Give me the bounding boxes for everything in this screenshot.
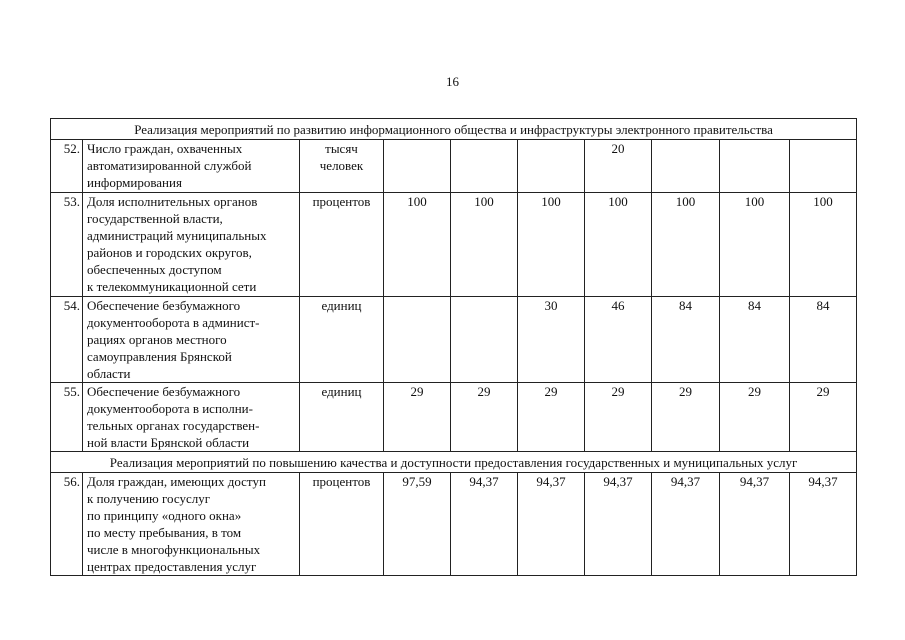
- value-cell: 29: [384, 383, 451, 452]
- value-cell: 20: [585, 140, 652, 193]
- section-header-row: [51, 119, 857, 140]
- value-cell: 100: [518, 193, 585, 297]
- row-number: 53.: [51, 193, 83, 297]
- value-cell: 94,37: [790, 473, 857, 576]
- value-cell: 29: [518, 383, 585, 452]
- value-cell: 84: [720, 297, 790, 383]
- unit-cell: процентов: [300, 193, 384, 297]
- indicator-name: Обеспечение безбумажного документооборота в админист- рациях органов местного самоуправления Брянской области: [83, 297, 300, 383]
- table-row: [51, 193, 857, 297]
- value-cell: 84: [652, 297, 720, 383]
- value-cell: [720, 140, 790, 193]
- value-cell: [652, 140, 720, 193]
- value-cell: 29: [585, 383, 652, 452]
- value-cell: [451, 140, 518, 193]
- table-row: [51, 473, 857, 576]
- indicator-name: Обеспечение безбумажного документооборота в исполни- тельных органах государствен- ной власти Брянской области: [83, 383, 300, 452]
- value-cell: 94,37: [720, 473, 790, 576]
- value-cell: 100: [790, 193, 857, 297]
- value-cell: 100: [384, 193, 451, 297]
- value-cell: 94,37: [652, 473, 720, 576]
- value-cell: 46: [585, 297, 652, 383]
- value-cell: 100: [451, 193, 518, 297]
- value-cell: [518, 140, 585, 193]
- value-cell: [790, 140, 857, 193]
- indicator-name: Доля граждан, имеющих доступ к получению госуслуг по принципу «одного окна» по месту пребывания, в том числе в многофункциональных центрах предоставления услуг: [83, 473, 300, 576]
- table-row: [51, 383, 857, 452]
- value-cell: 100: [585, 193, 652, 297]
- value-cell: 100: [720, 193, 790, 297]
- value-cell: 100: [652, 193, 720, 297]
- value-cell: 94,37: [585, 473, 652, 576]
- unit-cell: единиц: [300, 383, 384, 452]
- indicators-table: [50, 118, 857, 576]
- section-title: Реализация мероприятий по повышению качества и доступности предоставления государственных и муниципальных услуг: [51, 452, 857, 473]
- indicator-name: Число граждан, охваченных автоматизированной службой информирования: [83, 140, 300, 193]
- indicator-name: Доля исполнительных органов государственной власти, администраций муниципальных районов и городских округов, обеспеченных доступом к телекоммуникационной сети: [83, 193, 300, 297]
- section-header-row: [51, 452, 857, 473]
- value-cell: 29: [652, 383, 720, 452]
- value-cell: 30: [518, 297, 585, 383]
- row-number: 55.: [51, 383, 83, 452]
- row-number: 54.: [51, 297, 83, 383]
- table-row: [51, 297, 857, 383]
- table-row: [51, 140, 857, 193]
- value-cell: 94,37: [451, 473, 518, 576]
- page-number: 16: [446, 74, 459, 89]
- value-cell: 94,37: [518, 473, 585, 576]
- row-number: 52.: [51, 140, 83, 193]
- value-cell: 29: [720, 383, 790, 452]
- section-title: Реализация мероприятий по развитию информационного общества и инфраструктуры электронного правительства: [51, 119, 857, 140]
- unit-cell: тысяч человек: [300, 140, 384, 193]
- unit-cell: единиц: [300, 297, 384, 383]
- value-cell: 29: [790, 383, 857, 452]
- value-cell: 29: [451, 383, 518, 452]
- value-cell: [451, 297, 518, 383]
- value-cell: 84: [790, 297, 857, 383]
- value-cell: [384, 297, 451, 383]
- unit-cell: процентов: [300, 473, 384, 576]
- value-cell: [384, 140, 451, 193]
- value-cell: 97,59: [384, 473, 451, 576]
- row-number: 56.: [51, 473, 83, 576]
